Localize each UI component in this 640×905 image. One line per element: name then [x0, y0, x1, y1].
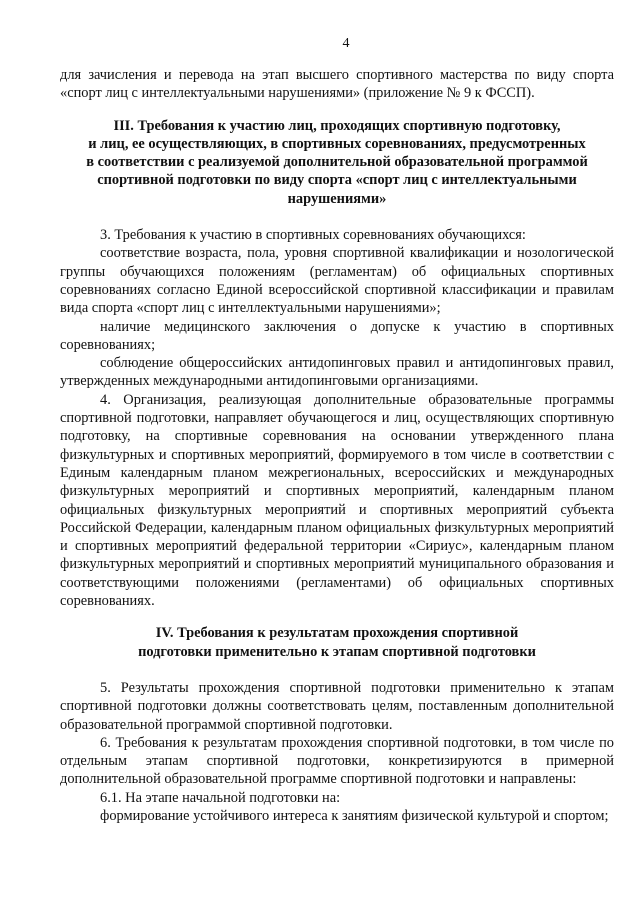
intro-paragraph: для зачисления и перевода на этап высшего спортивного мастерства по виду спорта «спорт лиц с интеллектуальными нарушениями» (приложение № 9 к ФССП). [60, 67, 614, 102]
paragraph-6-1-item: формирование устойчивого интереса к занятиям физической культурой и спортом; [100, 807, 609, 824]
section-3-title [60, 117, 614, 208]
section-4-title-line: подготовки применительно к этапам спортивной подготовки [138, 643, 536, 660]
section-3-title-line: спортивной подготовки по виду спорта «спорт лиц с интеллектуальными [97, 172, 577, 189]
section-3-title-line: и лиц, ее осуществляющих, в спортивных соревнованиях, предусмотренных [88, 135, 586, 152]
paragraph-6-1: 6.1. На этапе начальной подготовки на: [100, 789, 341, 806]
paragraph-3-antidoping: соблюдение общероссийских антидопинговых правил и антидопинговых правил, утвержденных международными антидопинговыми организациями. [60, 355, 614, 390]
section-3-title-line: нарушениями» [287, 190, 387, 207]
section-4-title-line: IV. Требования к результатам прохождения спортивной [155, 625, 519, 642]
paragraph-4: 4. Организация, реализующая дополнительные образовательные программы спортивной подготовки, направляет обучающегося и лиц, осуществляющих спортивную подготовку, на спортивные соревнования на основании утвержденного плана физкультурных и спортивных мероприятий, формируемого в том числе в соответствии с Единым календарным планом межрегиональных, всероссийских и международных физкультурных мероприятий и спортивных мероприятий, календарным планом официальных физкультурных мероприятий и спортивных мероприятий субъекта Российской Федерации, календарным планом официальных физкультурных мероприятий и спортивных мероприятий федеральной территории «Сириус», календарным планом физкультурных мероприятий и спортивных мероприятий муниципального образования и соответствующими положениями (регламентами) об официальных спортивных соревнованиях. [60, 391, 614, 610]
section-4-title [60, 624, 614, 661]
page-number: 4 [342, 36, 350, 51]
paragraph-5: 5. Результаты прохождения спортивной подготовки применительно к этапам спортивной подготовки должны соответствовать целям, поставленным дополнительной образовательной программой спортивной подготовки. [60, 679, 614, 733]
paragraph-3-intro: 3. Требования к участию в спортивных соревнованиях обучающихся: [100, 227, 526, 244]
paragraph-3-medical: наличие медицинского заключения о допуске к участию в спортивных соревнованиях; [60, 318, 614, 353]
paragraph-6: 6. Требования к результатам прохождения спортивной подготовки, в том числе по отдельным этапам спортивной подготовки, конкретизируются в примерной дополнительной образовательной программе спортивной подготовки и направлены: [60, 734, 614, 788]
section-3-title-line: III. Требования к участию лиц, проходящих спортивную подготовку, [113, 117, 561, 134]
section-3-title-line: в соответствии с реализуемой дополнительной образовательной программой [86, 154, 588, 171]
paragraph-3-age-criteria: соответствие возраста, пола, уровня спортивной квалификации и нозологической группы обучающихся положениям (регламентам) об официальных спортивных соревнованиях согласно Единой всероссийской спортивной классификации и правилам вида спорта «спорт лиц с интеллектуальными нарушениями»; [60, 245, 614, 317]
